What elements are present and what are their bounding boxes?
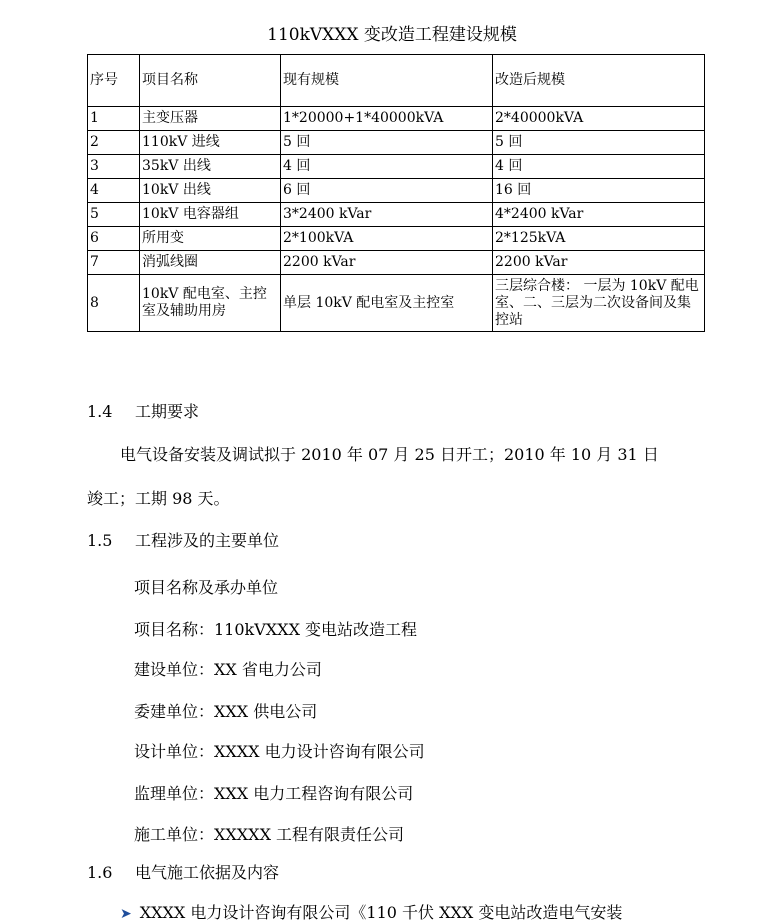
- section-heading-1-4: [87, 399, 199, 422]
- table-cell: 所用变: [140, 227, 281, 251]
- table-cell: 单层 10kV 配电室及主控室: [281, 275, 493, 332]
- table-cell: 2: [88, 131, 140, 155]
- section-title: 工程涉及的主要单位: [135, 531, 280, 550]
- bullet-text: XXXX 电力设计咨询有限公司《110 千伏 XXX 变电站改造电气安装: [139, 903, 623, 922]
- section-number: 1.4: [87, 402, 113, 421]
- table-cell: 消弧线圈: [140, 251, 281, 275]
- unit-line: 项目名称及承办单位: [134, 578, 279, 597]
- table-cell: 110kV 进线: [140, 131, 281, 155]
- table-cell: 主变压器: [140, 107, 281, 131]
- table-cell: 6: [88, 227, 140, 251]
- table-cell: 1*20000+1*40000kVA: [281, 107, 493, 131]
- table-cell: 7: [88, 251, 140, 275]
- section-heading-1-5: [87, 528, 279, 551]
- table-cell: 4: [88, 179, 140, 203]
- header-cell-after: 改造后规模: [493, 55, 705, 107]
- table-cell: 10kV 配电室、主控室及辅助用房: [140, 275, 281, 332]
- table-cell: 5: [88, 203, 140, 227]
- table-row: [88, 179, 705, 203]
- table-cell: 3*2400 kVar: [281, 203, 493, 227]
- table-cell: 6 回: [281, 179, 493, 203]
- unit-line: 施工单位：XXXXX 工程有限责任公司: [134, 825, 405, 844]
- table-cell: 1: [88, 107, 140, 131]
- table-cell: 4 回: [281, 155, 493, 179]
- unit-line: 设计单位：XXXX 电力设计咨询有限公司: [134, 742, 425, 761]
- unit-line: 监理单位：XXX 电力工程咨询有限公司: [134, 784, 414, 803]
- section-title: 工期要求: [135, 402, 200, 421]
- section-heading-1-6: [87, 860, 279, 883]
- header-cell-index: 序号: [88, 55, 140, 107]
- section-title: 电气施工依据及内容: [135, 863, 280, 882]
- table-cell: 5 回: [281, 131, 493, 155]
- table-cell: 10kV 出线: [140, 179, 281, 203]
- table-row: [88, 251, 705, 275]
- header-cell-current: 现有规模: [281, 55, 493, 107]
- unit-line: 委建单位：XXX 供电公司: [134, 702, 318, 721]
- header-cell-item: 项目名称: [140, 55, 281, 107]
- table-cell: 2*125kVA: [493, 227, 705, 251]
- table-cell: 35kV 出线: [140, 155, 281, 179]
- section-number: 1.5: [87, 531, 113, 550]
- schedule-line-1: 电气设备安装及调试拟于 2010 年 07 月 25 日开工；2010 年 10 月 31 日: [120, 445, 659, 464]
- basis-bullet-item: [120, 900, 622, 923]
- construction-scale-table: [87, 54, 705, 332]
- table-cell: 2200 kVar: [281, 251, 493, 275]
- unit-line: 项目名称：110kVXXX 变电站改造工程: [134, 620, 418, 639]
- table-cell: 2*40000kVA: [493, 107, 705, 131]
- table-cell: 三层综合楼： 一层为 10kV 配电室、二、三层为二次设备间及集控站: [493, 275, 705, 332]
- table-row: [88, 227, 705, 251]
- table-cell: 2200 kVar: [493, 251, 705, 275]
- table-header-row: [88, 55, 705, 107]
- table-row: [88, 107, 705, 131]
- section-number: 1.6: [87, 863, 113, 882]
- table-title: 110kVXXX 变改造工程建设规模: [267, 25, 517, 45]
- table-row: [88, 131, 705, 155]
- table-row: [88, 203, 705, 227]
- table-row: [88, 155, 705, 179]
- schedule-line-2: 竣工；工期 98 天。: [87, 489, 230, 508]
- arrow-bullet-icon: ➤: [120, 906, 132, 922]
- table-cell: 4*2400 kVar: [493, 203, 705, 227]
- table-cell: 2*100kVA: [281, 227, 493, 251]
- table-cell: 5 回: [493, 131, 705, 155]
- table-cell: 4 回: [493, 155, 705, 179]
- table-cell: 8: [88, 275, 140, 332]
- unit-line: 建设单位：XX 省电力公司: [134, 660, 322, 679]
- table-cell: 10kV 电容器组: [140, 203, 281, 227]
- table-cell: 3: [88, 155, 140, 179]
- table-row: [88, 275, 705, 332]
- table-cell: 16 回: [493, 179, 705, 203]
